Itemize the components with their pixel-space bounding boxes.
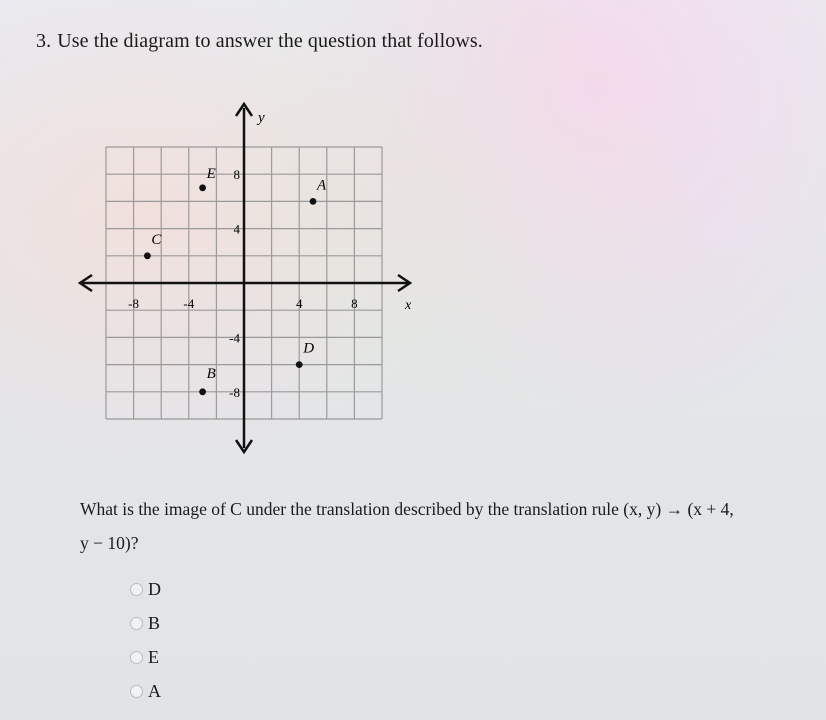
radio-button-icon[interactable] <box>130 583 143 596</box>
option-d[interactable] <box>130 572 161 606</box>
option-a[interactable] <box>130 674 161 708</box>
x-axis-label: x <box>405 298 412 313</box>
option-label: A <box>148 680 161 701</box>
question-number: 3. <box>36 30 52 52</box>
radio-button-icon[interactable] <box>130 685 143 698</box>
option-e[interactable] <box>130 640 161 674</box>
question-prompt <box>80 492 825 560</box>
x-tick-label: 4 <box>295 296 303 311</box>
point-b-label: B <box>206 365 216 382</box>
option-b[interactable] <box>130 606 161 640</box>
x-tick-label: -8 <box>128 296 140 311</box>
x-tick-label: 8 <box>351 296 358 311</box>
y-tick-label: -8 <box>229 384 240 400</box>
point-d-dot <box>296 361 303 368</box>
x-tick-label: -4 <box>183 296 195 311</box>
point-d-label: D <box>303 340 315 357</box>
option-label: D <box>148 578 161 599</box>
prompt-line-2: y − 10)? <box>80 533 139 553</box>
option-label: E <box>148 646 159 667</box>
radio-button-icon[interactable] <box>130 617 143 630</box>
y-axis-label: y <box>258 110 265 126</box>
y-tick-label: -4 <box>229 330 240 346</box>
point-c-dot <box>144 252 151 259</box>
option-label: B <box>148 612 161 633</box>
question-text: Use the diagram to answer the question that follows. <box>57 30 483 52</box>
y-tick-label: 4 <box>233 221 240 237</box>
point-e-dot <box>199 184 206 191</box>
answer-options <box>130 572 161 708</box>
radio-button-icon[interactable] <box>130 651 143 664</box>
point-a-dot <box>310 198 317 205</box>
point-e-label: E <box>206 165 216 182</box>
prompt-line-1: What is the image of C under the translation described by the translation rule (x, y) → (x + 4, <box>80 499 734 519</box>
point-a-label: A <box>317 177 327 194</box>
axes <box>80 104 412 452</box>
y-tick-label: 8 <box>233 167 240 183</box>
point-c-label: C <box>151 231 162 248</box>
point-b-dot <box>199 388 206 395</box>
